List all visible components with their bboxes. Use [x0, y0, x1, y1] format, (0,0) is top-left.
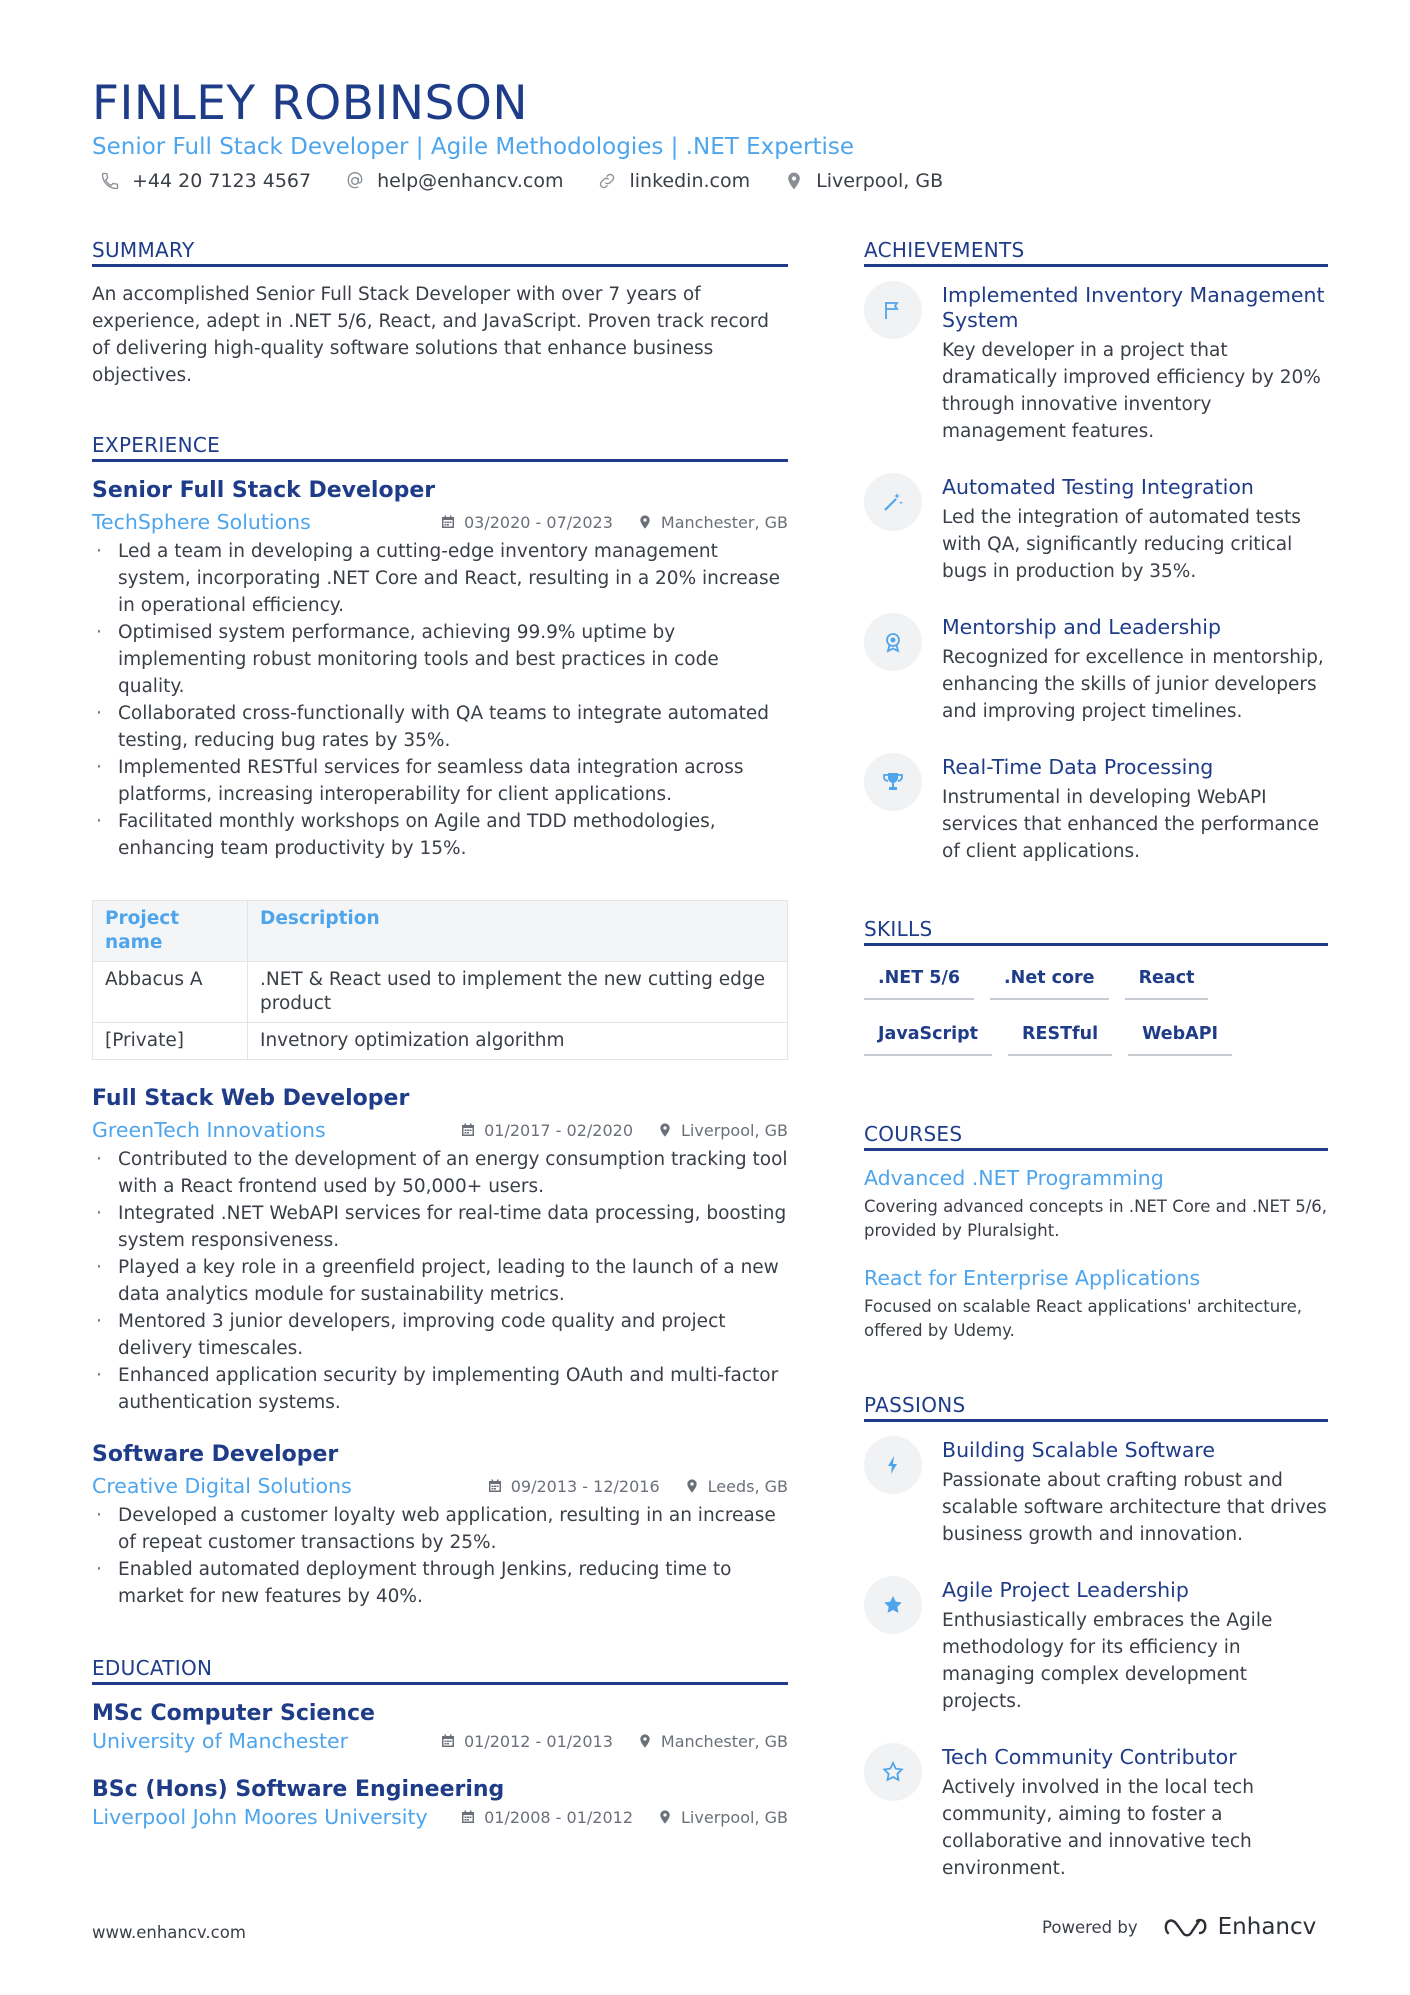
summary-title: SUMMARY: [92, 238, 788, 267]
achievement-title: Real-Time Data Processing: [942, 755, 1214, 779]
trophy-icon: [881, 770, 905, 794]
contact-phone[interactable]: [100, 170, 311, 192]
passion-item: [864, 1576, 1328, 1715]
calendar-icon: [460, 1809, 476, 1825]
brand-name: Enhancv: [1217, 1914, 1317, 1940]
contact-email[interactable]: [345, 170, 563, 192]
courses-title: COURSES: [864, 1122, 1328, 1151]
education-school: Liverpool John Moores University: [92, 1805, 428, 1829]
education-dates: 01/2008 - 01/2012: [484, 1807, 634, 1827]
table-cell: Invetnory optimization algorithm: [248, 1023, 788, 1060]
job-bullet: · Enhanced application security by implementing OAuth and multi-factor authentication systems.: [92, 1362, 788, 1416]
calendar-icon: [487, 1478, 503, 1494]
job-role: Software Developer: [92, 1442, 339, 1467]
passion-item: [864, 1743, 1328, 1882]
job-bullet: · Optimised system performance, achieving 99.9% uptime by implementing robust monitoring tools and best practices in code quality.: [92, 619, 788, 700]
achievement-title: Automated Testing Integration: [942, 475, 1254, 499]
footer-branding: [1042, 1914, 1316, 1940]
course-title: React for Enterprise Applications: [864, 1266, 1201, 1290]
education-dates: 01/2012 - 01/2013: [464, 1731, 613, 1751]
job-bullets: [92, 538, 788, 862]
star-outline-icon: [881, 1760, 905, 1784]
job-bullet: · Contributed to the development of an energy consumption tracking tool with a React frontend used by 50,000+ users.: [92, 1146, 788, 1200]
table-header: Description: [248, 901, 788, 962]
job-bullet: · Led a team in developing a cutting-edge inventory management system, incorporating .NET Core and React, resulting in a 20% increase in operational efficiency.: [92, 538, 788, 619]
job-dates: 09/2013 - 12/2016: [510, 1476, 660, 1496]
skill-tag: RESTful: [1008, 1016, 1112, 1056]
job-bullet: · Played a key role in a greenfield project, leading to the launch of a new data analytics module for sustainability metrics.: [92, 1254, 788, 1308]
achievement-title: Implemented Inventory Management System: [942, 283, 1325, 332]
linkedin-text: linkedin.com: [629, 170, 751, 192]
calendar-icon: [460, 1122, 476, 1138]
job-company: GreenTech Innovations: [92, 1118, 326, 1142]
skill-tag: .NET 5/6: [864, 960, 974, 1000]
job-bullets: [92, 1502, 788, 1610]
job-entry: [92, 1084, 788, 1416]
job-location: Leeds, GB: [707, 1476, 788, 1496]
calendar-icon: [440, 1733, 456, 1749]
summary-section: [92, 238, 788, 389]
at-sign-icon: [345, 171, 365, 191]
passion-title: Agile Project Leadership: [942, 1578, 1189, 1602]
education-school: University of Manchester: [92, 1729, 349, 1753]
achievement-desc: Instrumental in developing WebAPI services that enhanced the performance of client applications.: [942, 787, 1320, 862]
education-title: EDUCATION: [92, 1656, 788, 1685]
job-location: Manchester, GB: [660, 512, 788, 532]
calendar-icon: [440, 514, 456, 530]
course-desc: Focused on scalable React applications' architecture, offered by Udemy.: [864, 1297, 1302, 1340]
candidate-name: FINLEY ROBINSON: [92, 76, 528, 131]
job-bullet: · Integrated .NET WebAPI services for real-time data processing, boosting system responsiveness.: [92, 1200, 788, 1254]
job-dates: 03/2020 - 07/2023: [464, 512, 613, 532]
achievement-item: [864, 473, 1328, 585]
job-company: Creative Digital Solutions: [92, 1474, 352, 1498]
achievements-title: ACHIEVEMENTS: [864, 238, 1328, 267]
job-location: Liverpool, GB: [681, 1120, 788, 1140]
job-bullet: · Collaborated cross-functionally with QA teams to integrate automated testing, reducing bug rates by 35%.: [92, 700, 788, 754]
achievement-desc: Led the integration of automated tests with QA, significantly reducing critical bugs in production by 35%.: [942, 507, 1301, 582]
summary-text: An accomplished Senior Full Stack Developer with over 7 years of experience, adept in .NET 5/6, React, and JavaScript. Proven track record of delivering high-quality software solutions that enhance business objectives.: [92, 284, 769, 386]
passion-title: Tech Community Contributor: [942, 1745, 1237, 1769]
achievement-desc: Recognized for excellence in mentorship, enhancing the skills of junior developers and improving project timelines.: [942, 647, 1324, 722]
skill-tag: .Net core: [990, 960, 1109, 1000]
education-degree: BSc (Hons) Software Engineering: [92, 1777, 505, 1802]
education-degree: MSc Computer Science: [92, 1701, 375, 1726]
right-column: [864, 238, 1328, 1882]
enhancv-logo-icon: [1164, 1915, 1210, 1939]
map-pin-icon: [684, 1478, 700, 1494]
achievement-item: [864, 281, 1328, 445]
map-pin-icon: [637, 514, 653, 530]
course-title: Advanced .NET Programming: [864, 1166, 1164, 1190]
experience-section: [92, 433, 788, 1610]
job-bullet: · Enabled automated deployment through Jenkins, reducing time to market for new features by 40%.: [92, 1556, 788, 1610]
achievement-item: [864, 753, 1328, 865]
skills-list: [864, 960, 1328, 1056]
table-row: [93, 1023, 788, 1060]
table-header: Project name: [93, 901, 248, 962]
passion-desc: Actively involved in the local tech community, aiming to foster a collaborative and innovative tech environment.: [942, 1777, 1254, 1879]
powered-by-label: Powered by: [1042, 1917, 1138, 1937]
passion-item: [864, 1436, 1328, 1548]
enhancv-logo[interactable]: [1164, 1914, 1317, 1940]
job-bullet: · Developed a customer loyalty web application, resulting in an increase of repeat customer transactions by 25%.: [92, 1502, 788, 1556]
location-text: Liverpool, GB: [816, 170, 944, 192]
job-role: Senior Full Stack Developer: [92, 478, 436, 503]
passion-desc: Passionate about crafting robust and scalable software architecture that drives business growth and innovation.: [942, 1470, 1327, 1545]
contact-location: [784, 170, 943, 192]
lightning-icon: [881, 1453, 905, 1477]
job-dates: 01/2017 - 02/2020: [484, 1120, 634, 1140]
passion-title: Building Scalable Software: [942, 1438, 1215, 1462]
email-text: help@enhancv.com: [377, 170, 564, 192]
magic-wand-icon: [881, 490, 905, 514]
education-entry: [92, 1699, 788, 1753]
phone-icon: [100, 171, 120, 191]
map-pin-icon: [657, 1122, 673, 1138]
job-bullet: · Implemented RESTful services for seamless data integration across platforms, increasing interoperability for client applications.: [92, 754, 788, 808]
job-bullet: · Facilitated monthly workshops on Agile and TDD methodologies, enhancing team productivity by 15%.: [92, 808, 788, 862]
job-role: Full Stack Web Developer: [92, 1086, 410, 1111]
table-cell: .NET & React used to implement the new cutting edge product: [248, 962, 788, 1023]
job-entry: [92, 476, 788, 1060]
award-medal-icon: [881, 630, 905, 654]
experience-title: EXPERIENCE: [92, 433, 788, 462]
job-company: TechSphere Solutions: [92, 510, 311, 534]
achievement-title: Mentorship and Leadership: [942, 615, 1221, 639]
achievement-desc: Key developer in a project that dramatically improved efficiency by 20% through innovative inventory management features.: [942, 340, 1321, 442]
map-pin-icon: [784, 171, 804, 191]
table-cell: Abbacus A: [93, 962, 248, 1023]
passions-section: [864, 1393, 1328, 1882]
job-entry: [92, 1440, 788, 1610]
skill-tag: WebAPI: [1128, 1016, 1232, 1056]
achievements-section: [864, 238, 1328, 865]
table-row: [93, 962, 788, 1023]
job-bullet: · Mentored 3 junior developers, improving code quality and project delivery timescales.: [92, 1308, 788, 1362]
course-desc: Covering advanced concepts in .NET Core and .NET 5/6, provided by Pluralsight.: [864, 1197, 1328, 1240]
courses-section: [864, 1122, 1328, 1343]
education-location: Manchester, GB: [660, 1731, 788, 1751]
education-section: [92, 1656, 788, 1829]
passion-desc: Enthusiastically embraces the Agile methodology for its efficiency in managing complex development projects.: [942, 1610, 1273, 1712]
education-location: Liverpool, GB: [681, 1807, 788, 1827]
job-bullets: [92, 1146, 788, 1416]
headline: Senior Full Stack Developer | Agile Methodologies | .NET Expertise: [92, 134, 855, 160]
course-item: [864, 1265, 1328, 1343]
skill-tag: React: [1125, 960, 1209, 1000]
education-entry: [92, 1775, 788, 1829]
star-icon: [881, 1593, 905, 1617]
map-pin-icon: [657, 1809, 673, 1825]
skills-title: SKILLS: [864, 917, 1328, 946]
skills-section: [864, 917, 1328, 1056]
achievement-item: [864, 613, 1328, 725]
map-pin-icon: [637, 1733, 653, 1749]
project-table: [92, 900, 788, 1060]
contact-bar: [100, 170, 943, 192]
passions-title: PASSIONS: [864, 1393, 1328, 1422]
flag-icon: [881, 298, 905, 322]
skill-tag: JavaScript: [864, 1016, 992, 1056]
left-column: [92, 238, 788, 1829]
table-cell: [Private]: [93, 1023, 248, 1060]
course-item: [864, 1165, 1328, 1243]
link-icon: [597, 171, 617, 191]
footer-website[interactable]: www.enhancv.com: [92, 1923, 246, 1942]
phone-text: +44 20 7123 4567: [132, 170, 312, 192]
contact-linkedin[interactable]: [597, 170, 750, 192]
